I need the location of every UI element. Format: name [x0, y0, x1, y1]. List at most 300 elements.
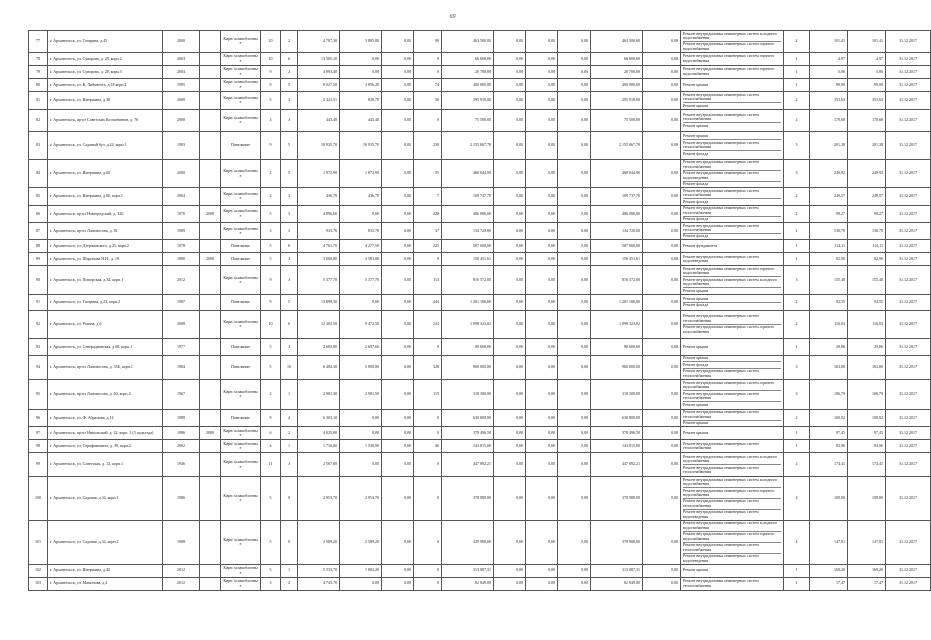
cell-total: 1 098 323,02 [442, 310, 494, 338]
work-item: Ремонт фасада [683, 198, 709, 204]
cell-reg: 0,00 [526, 477, 558, 521]
cell-addr: г. Архангельск, ул. Советская, д. 12, корп.1 [48, 453, 163, 477]
cell-date: 31.12.2017 [886, 91, 931, 109]
cell-loc: 0,00 [558, 310, 591, 338]
cell-area-liv: 0,00 [340, 409, 382, 426]
cell-fond: 0,00 [494, 91, 526, 109]
cell-total: 318 300,00 [442, 379, 494, 409]
cell-p1: 106,79 [810, 379, 848, 409]
cell-oth: 0,00 [643, 266, 681, 294]
table-row [29, 409, 931, 426]
cell-area: 5 533,70 [298, 564, 340, 577]
cell-addr: г. Архангельск, ул. Имершина, д.60, корп.1 [48, 188, 163, 205]
cell-year: 2000 [163, 31, 200, 53]
cell-fond: 0,00 [494, 310, 526, 338]
cell-cnt: 1 [784, 78, 810, 91]
cell-area-liv: 1 872,90 [340, 159, 382, 187]
cell-cnt: 1 [784, 564, 810, 577]
cell-year2 [200, 379, 221, 409]
cell-reg: 0,00 [526, 577, 558, 590]
cell-fond: 0,00 [494, 294, 526, 310]
cell-date: 31.12.2017 [886, 338, 931, 355]
cell-p1: 130,78 [810, 223, 848, 240]
cell-cnt: 1 [784, 338, 810, 355]
cell-reg: 0,00 [526, 520, 558, 564]
cell-reg: 0,00 [526, 564, 558, 577]
cell-no: 98 [29, 440, 48, 453]
work-item: Ремонт крыши [683, 102, 709, 108]
repair-register-table [28, 30, 931, 591]
cell-res: 0 [414, 338, 442, 355]
cell-reg: 0,00 [526, 78, 558, 91]
cell-floors: 2 [261, 379, 281, 409]
cell-floors: 3 [261, 577, 281, 590]
cell-area: 1 716,00 [298, 440, 340, 453]
cell-loc: 0,00 [558, 440, 591, 453]
cell-loc: 0,00 [558, 78, 591, 91]
cell-area: 13 565,10 [298, 52, 340, 65]
cell-area: 5 060,80 [298, 253, 340, 266]
cell-oth: 0,00 [643, 520, 681, 564]
cell-area-liv: 4 277,50 [340, 240, 382, 253]
cell-year: 1988 [163, 520, 200, 564]
cell-reg: 0,00 [526, 440, 558, 453]
cell-no: 84 [29, 159, 48, 187]
cell-wall: Панельные [221, 355, 261, 379]
cell-year: 1946 [163, 453, 200, 477]
cell-addr: г. Архангельск, ул. Имершина, д.40 [48, 564, 163, 577]
cell-date: 31.12.2017 [886, 355, 931, 379]
cell-total: 329 980,00 [442, 520, 494, 564]
cell-oth: 0,00 [643, 294, 681, 310]
cell-p2: 116,03 [848, 310, 886, 338]
work-item: Ремонт фасада [683, 233, 709, 239]
cell-no: 91 [29, 294, 48, 310]
cell-reg: 0,00 [526, 427, 558, 440]
cell-wall: Кирп/ шлакоблочны е [221, 109, 261, 131]
cell-date: 31.12.2017 [886, 577, 931, 590]
cell-date: 31.12.2017 [886, 409, 931, 426]
cell-year: 2004 [163, 65, 200, 78]
cell-addr: г. Архангельск, ул. Розина, д.6 [48, 310, 163, 338]
cell-oth: 0,00 [643, 159, 681, 187]
cell-area: 4 093,40 [298, 65, 340, 78]
work-item: Ремонт внутридомовых инженерных систем водоотведения [683, 509, 759, 519]
cell-no: 78 [29, 52, 48, 65]
cell-no: 99 [29, 453, 48, 477]
cell-cnt: 3 [784, 131, 810, 159]
cell-date: 31.12.2017 [886, 205, 931, 222]
table-row [29, 188, 931, 205]
cell-p2: 5,06 [848, 65, 886, 78]
cell-area-nl: 0,00 [382, 266, 414, 294]
table-row [29, 31, 931, 53]
cell-p2: 106,79 [848, 379, 886, 409]
cell-works [681, 253, 784, 266]
cell-p1: 5,06 [810, 65, 848, 78]
cell-wall: Кирп/ шлакоблочны е [221, 379, 261, 409]
cell-p2: 249,57 [848, 188, 886, 205]
table-row [29, 78, 931, 91]
cell-loc: 0,00 [558, 355, 591, 379]
cell-area-liv: 0,00 [340, 453, 382, 477]
cell-ent: 2 [281, 577, 298, 590]
cell-loc: 0,00 [558, 477, 591, 521]
cell-oth: 0,00 [643, 427, 681, 440]
cell-area-nl: 0,00 [382, 91, 414, 109]
work-item: Ремонт крыши [683, 401, 709, 407]
cell-p2: 174,41 [848, 453, 886, 477]
work-item: Ремонт внутридомовых инженерных систем теплоснабжения [683, 314, 781, 325]
cell-p2: 17,47 [848, 577, 886, 590]
cell-no: 80 [29, 78, 48, 91]
cell-cnt: 2 [784, 188, 810, 205]
cell-works [681, 379, 784, 409]
cell-total: 143 815,00 [442, 440, 494, 453]
cell-date: 31.12.2017 [886, 453, 931, 477]
cell-area-nl: 0,00 [382, 453, 414, 477]
cell-own: 447 892,21 [591, 453, 643, 477]
cell-wall: Кирп/ шлакоблочны е [221, 31, 261, 53]
work-item: Ремонт фундамента [683, 243, 717, 249]
cell-res: 326 [414, 355, 442, 379]
cell-p2: 130,78 [848, 223, 886, 240]
cell-cnt: 2 [784, 294, 810, 310]
work-item: Ремонт фасада [683, 302, 709, 308]
cell-ent: 3 [281, 188, 298, 205]
cell-area-liv: 0,00 [340, 65, 382, 78]
cell-wall: Кирп/ шлакоблочны е [221, 78, 261, 91]
cell-oth: 0,00 [643, 31, 681, 53]
cell-res: 46 [414, 440, 442, 453]
cell-res: 113 [414, 266, 442, 294]
cell-year2 [200, 310, 221, 338]
cell-year: 2004 [163, 188, 200, 205]
cell-fond: 0,00 [494, 379, 526, 409]
cell-area: 4 025,00 [298, 427, 340, 440]
cell-addr: г. Архангельск, ул. Дзержинского, д.25, корп.2 [48, 240, 163, 253]
cell-area-liv: 0,00 [340, 427, 382, 440]
cell-area: 8 027,50 [298, 78, 340, 91]
cell-floors: 9 [261, 65, 281, 78]
cell-area: 6 303,10 [298, 409, 340, 426]
cell-p1: 249,57 [810, 188, 848, 205]
work-item: Ремонт крыши [683, 81, 709, 87]
cell-reg: 0,00 [526, 159, 558, 187]
cell-year2: 2008 [200, 427, 221, 440]
cell-res: 35 [414, 159, 442, 187]
cell-year: 2002 [163, 440, 200, 453]
cell-p2: 249,92 [848, 159, 886, 187]
cell-no: 92 [29, 310, 48, 338]
cell-year: 2008 [163, 310, 200, 338]
cell-no: 89 [29, 253, 48, 266]
cell-ent: 4 [281, 409, 298, 426]
cell-area-nl: 0,00 [382, 188, 414, 205]
cell-year2: 2008 [200, 205, 221, 222]
cell-addr: г. Архангельск, ул. Ф. Абрамова, д.14 [48, 409, 163, 426]
cell-area-nl: 0,00 [382, 223, 414, 240]
cell-date: 31.12.2017 [886, 240, 931, 253]
cell-floors: 10 [261, 52, 281, 65]
cell-own: 816 572,00 [591, 266, 643, 294]
cell-area: 10 935,70 [298, 131, 340, 159]
cell-p1: 92,55 [810, 294, 848, 310]
table-row [29, 427, 931, 440]
cell-ent: 5 [281, 159, 298, 187]
cell-area-nl: 0,00 [382, 159, 414, 187]
cell-reg: 0,00 [526, 310, 558, 338]
cell-date: 31.12.2017 [886, 31, 931, 53]
cell-cnt: 3 [784, 159, 810, 187]
cell-oth: 0,00 [643, 131, 681, 159]
cell-ent: 3 [281, 223, 298, 240]
cell-reg: 0,00 [526, 65, 558, 78]
cell-own: 80 600,00 [591, 338, 643, 355]
cell-loc: 0,00 [558, 253, 591, 266]
cell-area: 443,40 [298, 109, 340, 131]
cell-reg: 0,00 [526, 253, 558, 266]
cell-oth: 0,00 [643, 188, 681, 205]
cell-area-liv: 2 589,20 [340, 520, 382, 564]
work-item: Ремонт внутридомовых инженерных систем холодного водоснабжения [683, 521, 781, 532]
cell-p1: 147,81 [810, 520, 848, 564]
cell-loc: 0,00 [558, 31, 591, 53]
cell-res: 225 [414, 240, 442, 253]
cell-date: 31.12.2017 [886, 520, 931, 564]
cell-date: 31.12.2017 [886, 188, 931, 205]
cell-addr: г. Архангельск, ул. Северодвинская, д.68, корп.1 [48, 338, 163, 355]
cell-wall: Кирп/ шлакоблочны е [221, 564, 261, 577]
cell-area-liv: 10 935,70 [340, 131, 382, 159]
cell-loc: 0,00 [558, 131, 591, 159]
table-row [29, 223, 931, 240]
cell-floors: 10 [261, 310, 281, 338]
cell-year: 1978 [163, 240, 200, 253]
table-row [29, 109, 931, 131]
cell-area-liv: 1 802,20 [340, 564, 382, 577]
cell-area-liv: 830,70 [340, 91, 382, 109]
cell-floors: 9 [261, 78, 281, 91]
cell-year: 1987 [163, 294, 200, 310]
cell-addr: г. Архангельск, ул. Поморская, д.34, корп.1 [48, 266, 163, 294]
cell-area: 13 899,30 [298, 294, 340, 310]
cell-area-nl: 0,00 [382, 31, 414, 53]
cell-ent: 6 [281, 240, 298, 253]
work-item: Ремонт фасада [683, 150, 709, 156]
work-item: Ремонт внутридомовых инженерных систем теплоснабжения [683, 464, 759, 475]
work-item: Ремонт внутридомовых инженерных систем горячего водоснабжения [683, 380, 781, 391]
cell-year2 [200, 453, 221, 477]
cell-cnt: 4 [784, 520, 810, 564]
cell-wall: Кирп/ шлакоблочны е [221, 52, 261, 65]
cell-area: 1 872,90 [298, 159, 340, 187]
cell-p1: 163,00 [810, 355, 848, 379]
cell-no: 103 [29, 577, 48, 590]
cell-area-liv: 9 472,50 [340, 310, 382, 338]
cell-no: 95 [29, 379, 48, 409]
cell-wall: Панельные [221, 240, 261, 253]
work-item: Ремонт внутридомовых инженерных систем теплоснабжения [683, 499, 781, 510]
cell-year2 [200, 294, 221, 310]
cell-year: 1989 [163, 409, 200, 426]
cell-date: 31.12.2017 [886, 159, 931, 187]
cell-loc: 0,00 [558, 188, 591, 205]
cell-area: 2 589,20 [298, 520, 340, 564]
cell-area: 2 683,80 [298, 338, 340, 355]
cell-area-nl: 0,00 [382, 78, 414, 91]
cell-wall: Панельные [221, 294, 261, 310]
cell-total: 468 044,90 [442, 159, 494, 187]
cell-own: 587 000,00 [591, 240, 643, 253]
cell-area-nl: 0,00 [382, 52, 414, 65]
cell-year2 [200, 52, 221, 65]
cell-oth: 0,00 [643, 379, 681, 409]
cell-no: 94 [29, 355, 48, 379]
work-item: Ремонт внутридомовых инженерных систем теплоснабжения [683, 440, 759, 451]
cell-year2 [200, 240, 221, 253]
cell-floors: 4 [261, 159, 281, 187]
cell-total: 109 737,70 [442, 188, 494, 205]
cell-year: 2000 [163, 91, 200, 109]
cell-own: 486 086,00 [591, 205, 643, 222]
cell-reg: 0,00 [526, 409, 558, 426]
cell-area-nl: 0,00 [382, 427, 414, 440]
work-item: Ремонт внутридомовых инженерных систем теплоснабжения [683, 112, 781, 123]
cell-area: 2 953,70 [298, 477, 340, 521]
cell-area-liv: 2 981,50 [340, 379, 382, 409]
cell-no: 97 [29, 427, 48, 440]
cell-loc: 0,00 [558, 453, 591, 477]
cell-res: 0 [414, 65, 442, 78]
cell-works [681, 188, 784, 205]
cell-ent: 6 [281, 52, 298, 65]
cell-floors: 9 [261, 266, 281, 294]
cell-year2 [200, 440, 221, 453]
cell-loc: 0,00 [558, 379, 591, 409]
cell-oth: 0,00 [643, 577, 681, 590]
cell-fond: 0,00 [494, 205, 526, 222]
cell-year2 [200, 65, 221, 78]
cell-p1: 174,41 [810, 453, 848, 477]
cell-date: 31.12.2017 [886, 253, 931, 266]
work-item: Ремонт внутридомовых инженерных систем теплоснабжения [683, 206, 781, 217]
cell-wall: Кирп/ шлакоблочны е [221, 205, 261, 222]
cell-res: 444 [414, 294, 442, 310]
table-row [29, 310, 931, 338]
cell-year: 1986 [163, 477, 200, 521]
cell-reg: 0,00 [526, 223, 558, 240]
cell-loc: 0,00 [558, 240, 591, 253]
cell-ent: 2 [281, 427, 298, 440]
cell-wall: Кирп/ шлакоблочны е [221, 520, 261, 564]
cell-res: 30 [414, 91, 442, 109]
cell-area-nl: 0,00 [382, 520, 414, 564]
cell-fond: 0,00 [494, 131, 526, 159]
cell-ent: 3 [281, 453, 298, 477]
cell-area-liv: 2 953,70 [340, 477, 382, 521]
cell-works [681, 131, 784, 159]
cell-year2 [200, 577, 221, 590]
cell-p2: 170,68 [848, 109, 886, 131]
cell-wall: Кирп/ шлакоблочны е [221, 453, 261, 477]
cell-floors: 5 [261, 355, 281, 379]
cell-p2: 92,55 [848, 294, 886, 310]
cell-res: 0 [414, 577, 442, 590]
cell-area-liv: 0,00 [340, 577, 382, 590]
cell-floors: 5 [261, 253, 281, 266]
cell-area-nl: 0,00 [382, 240, 414, 253]
cell-year: 1970 [163, 205, 200, 222]
work-item: Ремонт внутридомовых инженерных систем горячего водоснабжения [683, 53, 775, 63]
cell-oth: 0,00 [643, 253, 681, 266]
cell-area-nl: 0,00 [382, 109, 414, 131]
table-row [29, 453, 931, 477]
cell-works [681, 266, 784, 294]
cell-date: 31.12.2017 [886, 266, 931, 294]
cell-total: 82 849,00 [442, 577, 494, 590]
cell-oth: 0,00 [643, 477, 681, 521]
cell-cnt: 1 [784, 427, 810, 440]
work-item: Ремонт фасада [683, 216, 709, 222]
cell-area-nl: 0,00 [382, 205, 414, 222]
cell-addr: г. Архангельск, ул. Гагарина, д.45 [48, 31, 163, 53]
cell-ent: 3 [281, 205, 298, 222]
cell-wall: Кирп/ шлакоблочны е [221, 310, 261, 338]
cell-loc: 0,00 [558, 205, 591, 222]
cell-year2 [200, 477, 221, 521]
cell-reg: 0,00 [526, 188, 558, 205]
cell-cnt: 2 [784, 31, 810, 53]
cell-area-nl: 0,00 [382, 564, 414, 577]
cell-p1: 249,92 [810, 159, 848, 187]
table-row [29, 65, 931, 78]
cell-area-liv: 0,00 [340, 294, 382, 310]
work-item: Ремонт внутридомовых инженерных систем горячего водоснабжения [683, 488, 781, 499]
cell-floors: 4 [261, 188, 281, 205]
cell-cnt: 4 [784, 477, 810, 521]
work-item: Ремонт внутридомовых инженерных систем теплоснабжения [683, 368, 759, 378]
cell-p1: 116,03 [810, 310, 848, 338]
work-item: Ремонт внутридомовых инженерных систем теплоснабжения [683, 410, 781, 421]
cell-wall: Кирп/ шлакоблочны е [221, 91, 261, 109]
cell-date: 31.12.2017 [886, 131, 931, 159]
cell-res: 234 [414, 310, 442, 338]
cell-oth: 0,00 [643, 52, 681, 65]
cell-fond: 0,00 [494, 427, 526, 440]
table-row [29, 91, 931, 109]
cell-wall: Панельные [221, 131, 261, 159]
cell-cnt: 3 [784, 266, 810, 294]
table-row [29, 159, 931, 187]
work-item: Ремонт крыши [683, 567, 709, 573]
table-row [29, 477, 931, 521]
cell-area-liv: 443,40 [340, 109, 382, 131]
cell-p1: 100,02 [810, 409, 848, 426]
cell-year: 1989 [163, 223, 200, 240]
cell-p2: 97,45 [848, 427, 886, 440]
cell-area-nl: 0,00 [382, 338, 414, 355]
cell-addr: г. Архангельск, ул. Имершина, д.38 [48, 91, 163, 109]
cell-wall: Панельные [221, 338, 261, 355]
table-row [29, 240, 931, 253]
cell-res: 0 [414, 477, 442, 521]
cell-works [681, 294, 784, 310]
cell-area: 4 761,70 [298, 240, 340, 253]
cell-res: 0 [414, 564, 442, 577]
work-item: Ремонт крыши [683, 287, 709, 293]
cell-fond: 0,00 [494, 159, 526, 187]
